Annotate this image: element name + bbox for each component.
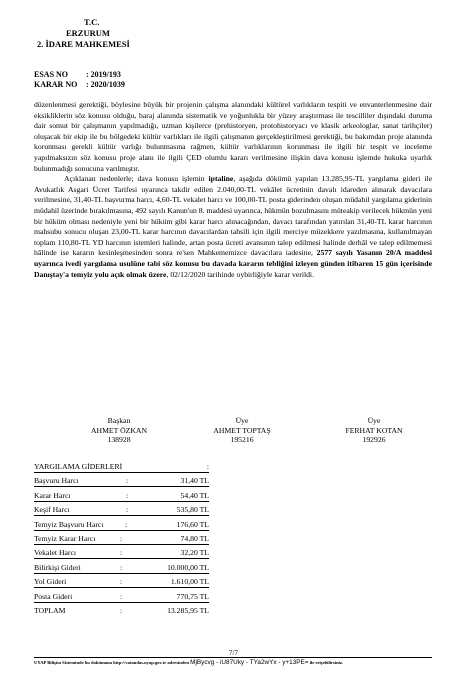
- total-colon: :: [120, 605, 123, 615]
- expense-colon: :: [120, 577, 123, 587]
- karar-no-value: : 2020/1039: [86, 80, 125, 89]
- verification-code: MjBycvg - iU87Uky - TYa2wYx - y+13PE=: [190, 659, 309, 666]
- expense-colon: :: [125, 519, 128, 529]
- court-name: 2. İDARE MAHKEMESİ: [37, 39, 130, 49]
- expense-amount: 74,80 TL: [180, 533, 209, 543]
- signature-role: Üye: [367, 416, 381, 425]
- expense-label: Yol Gideri: [34, 577, 67, 587]
- expense-amount: 770,75 TL: [176, 591, 209, 601]
- signature-uye-1: [197, 416, 287, 445]
- expense-amount: 32,20 TL: [180, 548, 209, 558]
- signature-id: 192926: [362, 435, 386, 445]
- expenses-title-colon: :: [206, 462, 209, 471]
- signature-id: 138928: [107, 435, 131, 445]
- esas-no-label: ESAS NO: [34, 70, 69, 79]
- karar-no-label: KARAR NO: [34, 80, 78, 89]
- expense-colon: :: [126, 490, 129, 500]
- header-tc: T.C.: [84, 17, 100, 27]
- expense-colon: :: [120, 548, 123, 558]
- expense-label: Bilirkişi Gideri: [34, 562, 81, 572]
- expense-row: [34, 502, 209, 516]
- expense-label: Posta Gideri: [34, 591, 73, 601]
- expenses-title: YARGILAMA GİDERLERİ: [34, 462, 123, 471]
- signature-role: Üye: [235, 416, 249, 425]
- expense-row: [34, 545, 209, 559]
- footer-suffix: ile erişebilirsiniz.: [309, 660, 344, 665]
- signature-name: AHMET TOPTAŞ: [213, 425, 271, 435]
- expense-colon: :: [120, 562, 123, 572]
- signature-name: FERHAT KOTAN: [345, 425, 403, 435]
- verdict-text-b: , aşağıda dökümü yapılan 13.285,95-TL yargılama gideri ile Avukatlık Asgari Ücret Tarifesi uyarınca takdir edilen 2.040,00-TL vekâlet ücretinin davalı idareden alınarak davacılara verilmesine, 31,40-TL başvurma harcı, 4,60-TL vekalet harcı ve 100,00-TL posta giderinden oluşan müdahil yargılama giderinin müdahil üzerinde bırakılmasına, 492 sayılı Kanun'un 8. maddesi uyarınca, hükmün bozulmasını müteakip verilecek hükmün yeni bir hüküm olması nedeniyle yeni bir hüküm gibi karar harcı alınacağından, davacı tarafından yatırılan 31,40-TL karar harcının mahsubu sonucu oluşan 23,00-TL karar harcının davacılardan tahsili için ilgili merciye müzekkere yazılmasına, kullanılmayan toplam 110,80-TL YD harcının istemleri halinde, artan posta ücreti avansının talep edilmesi halinde derhâl ve talep edilmemesi hâlinde ise kararın kesinleşmesinden sonra re'sen Mahkememizce davacılara iadesine,: [34, 174, 432, 258]
- expense-amount: 54,40 TL: [180, 490, 209, 500]
- expense-label: Başvuru Harcı: [34, 476, 79, 486]
- footer-prefix: UYAP Bilişim Sisteminde bu dokümana http://vatandas.uyap.gov.tr adresinden: [34, 660, 189, 665]
- expense-colon: :: [126, 505, 129, 515]
- header-city: ERZURUM: [66, 28, 110, 38]
- reasoning-paragraph: düzenlenmesi gerektiği, böylesine büyük bir projenin çalışma alanındaki kültürel varlıkların tespiti ve envanterlenmesine dair eksikliklerin söz konusu olduğu, baraj alanında sistematik ve yoğunlukla bir yüzey araştırması ile tescilliler dışındaki duruma dair somut bir çalışmanın yapılmadığı, uzman kişilerce (prehistoryen, protohistoryacı ve klasik arkeologlar, sanat tarihçiler) oluşacak bir ekip ile bu bölgedeki kültür varlıkları ile ilgili çalışmanın gerçekleştirilmesi gerektiği, bu bakımdan proje alanında korunması gerekli kültür varlığı bulunmasına rağmen, kültür varlıklarının korunması ile ilgili bir tespit ve inceleme yapılmaksızın söz konusu proje alanı ile ilgili ÇED olumlu kararı verilmesine ilişkin dava konusu işlemde hukuka uyarlık bulunmadığı sonucuna varılmıştır.: [34, 100, 432, 173]
- expense-row: [34, 487, 209, 501]
- esas-no-line: [34, 70, 121, 80]
- expense-label: Temyiz Başvuru Harcı: [34, 519, 104, 529]
- signature-baskan: [79, 416, 159, 445]
- expense-amount: 176,60 TL: [176, 519, 209, 529]
- expenses-title-row: [34, 460, 209, 473]
- expense-amount: 535,80 TL: [176, 505, 209, 515]
- verdict-iptaline: iptaline: [208, 174, 234, 184]
- uyap-footer: [34, 657, 432, 667]
- expense-row: [34, 531, 209, 545]
- expenses-total-row: [34, 603, 209, 616]
- expense-row: [34, 574, 209, 588]
- total-amount: 13.285,95 TL: [167, 605, 209, 615]
- signature-name: AHMET ÖZKAN: [90, 425, 148, 435]
- expense-amount: 10.000,00 TL: [167, 562, 209, 572]
- expense-label: Karar Harcı: [34, 490, 71, 500]
- appeal-notice: 2577 sayılı Yasanın 20/A maddesi uyarınca ivedi yargılama usulüne tabi söz konusu bu davada kararın tebliğini izleyen günden itibaren 15 gün içerisinde Danıştay'a temyiz yolu açık olmak üzere: [34, 248, 433, 279]
- expense-row: [34, 588, 209, 602]
- expense-colon: :: [120, 591, 123, 601]
- signature-id: 195216: [230, 435, 254, 445]
- expense-row: [34, 559, 209, 573]
- expense-row: [34, 516, 209, 530]
- expenses-table: [34, 460, 209, 616]
- expense-label: Temyiz Karar Harcı: [34, 533, 96, 543]
- expense-colon: :: [126, 476, 129, 486]
- decision-body: [34, 100, 432, 280]
- page-number: 7/7: [229, 649, 238, 657]
- expense-label: Keşif Harcı: [34, 505, 70, 515]
- verdict-paragraph: [34, 174, 432, 280]
- expense-amount: 1.610,00 TL: [170, 577, 209, 587]
- esas-no-value: : 2019/193: [86, 70, 121, 79]
- verdict-text-c: , 02/12/2020 tarihinde oybirliğiyle karar verildi.: [166, 269, 314, 279]
- total-label: TOPLAM: [34, 605, 66, 615]
- expense-row: [34, 473, 209, 487]
- signature-uye-2: [329, 416, 419, 445]
- expense-colon: :: [120, 533, 123, 543]
- signature-role: Başkan: [107, 416, 131, 425]
- expense-amount: 31,40 TL: [180, 476, 209, 486]
- karar-no-line: [34, 80, 125, 90]
- verdict-text-a: Açıklanan nedenlerle; dava konusu işlemin: [64, 174, 209, 184]
- expense-label: Vekalet Harcı: [34, 548, 77, 558]
